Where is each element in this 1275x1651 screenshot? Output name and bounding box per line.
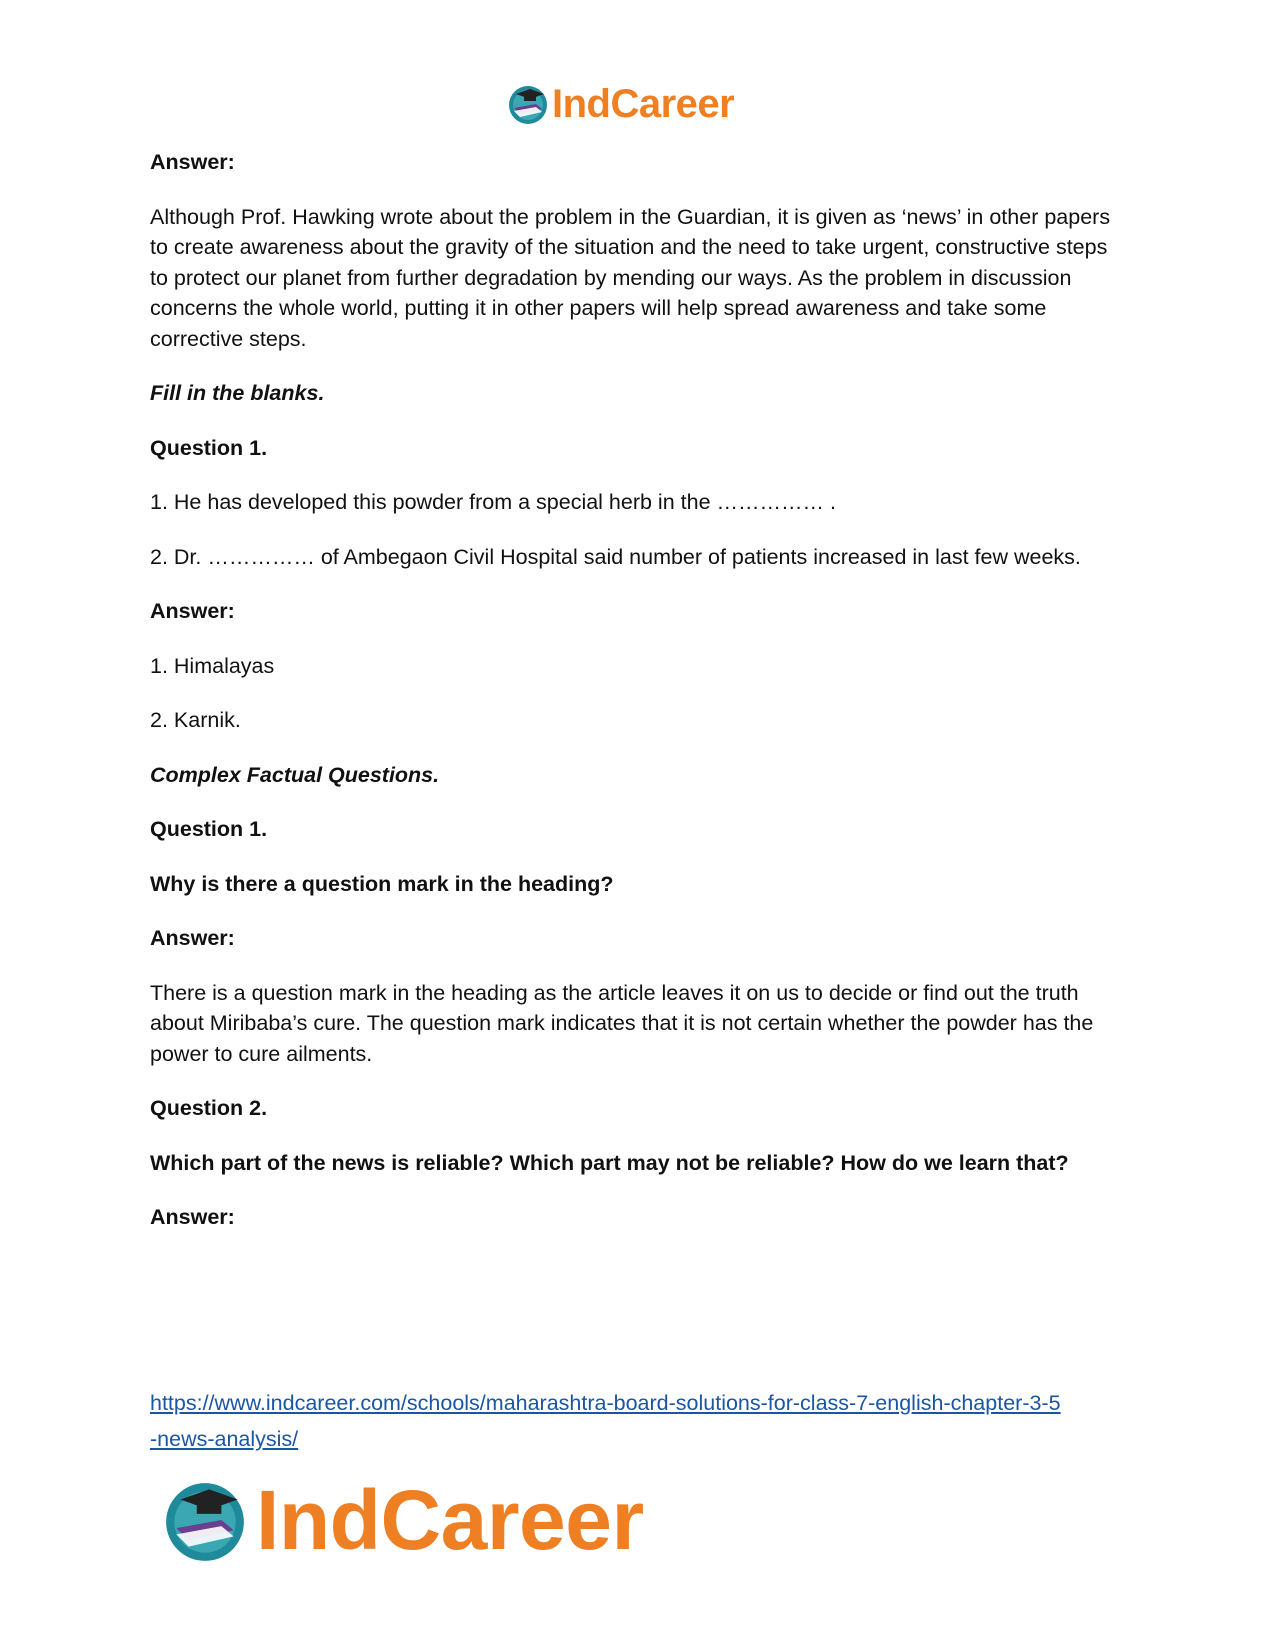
answer-heading: Answer: [150, 599, 235, 623]
question-heading: Question 1. [150, 817, 268, 841]
answer-heading: Answer: [150, 150, 235, 174]
graduation-cap-book-globe-icon [160, 1475, 250, 1565]
question-heading: Question 2. [150, 1096, 268, 1120]
source-link-block [150, 1385, 1130, 1457]
section-heading: Fill in the blanks. [150, 381, 325, 405]
question-text: Which part of the news is reliable? Which part may not be reliable? How do we learn that? [150, 1150, 1069, 1175]
section-heading: Complex Factual Questions. [150, 762, 440, 787]
header-logo [506, 80, 734, 128]
question-text: Why is there a question mark in the heading? [150, 871, 614, 896]
source-link[interactable] [150, 1391, 1061, 1451]
fill-blank-item: 1. He has developed this powder from a special herb in the …………… . [150, 490, 836, 514]
answer-paragraph: There is a question mark in the heading as the article leaves it on us to decide or find out the truth about Miribaba’s cure. The question mark indicates that it is not certain whether the powder has the power to cure ailments. [150, 980, 1094, 1066]
document-content [150, 147, 1125, 1257]
answer-paragraph: Although Prof. Hawking wrote about the problem in the Guardian, it is given as ‘news’ in other papers to create awareness about the gravity of the situation and the need to take urgent, constructive steps to protect our planet from further degradation by mending our ways. As the problem in discussion concerns the whole world, putting it in other papers will help spread awareness and take some corrective steps. [150, 204, 1111, 351]
answer-heading: Answer: [150, 1205, 235, 1229]
graduation-cap-book-globe-icon [506, 82, 550, 126]
logo-brand-text: IndCareer [256, 1473, 644, 1567]
source-link-line-2: -news-analysis/ [150, 1427, 299, 1451]
fill-blank-item: 2. Dr. …………… of Ambegaon Civil Hospital said number of patients increased in last few weeks. [150, 544, 1081, 569]
source-link-line-1: https://www.indcareer.com/schools/maharashtra-board-solutions-for-class-7-english-chapter-3-5 [150, 1391, 1061, 1415]
footer-logo [160, 1470, 644, 1570]
answer-item: 2. Karnik. [150, 708, 241, 732]
answer-heading: Answer: [150, 926, 235, 950]
logo-brand-text: IndCareer [552, 82, 735, 126]
question-heading: Question 1. [150, 435, 268, 460]
answer-item: 1. Himalayas [150, 653, 275, 678]
